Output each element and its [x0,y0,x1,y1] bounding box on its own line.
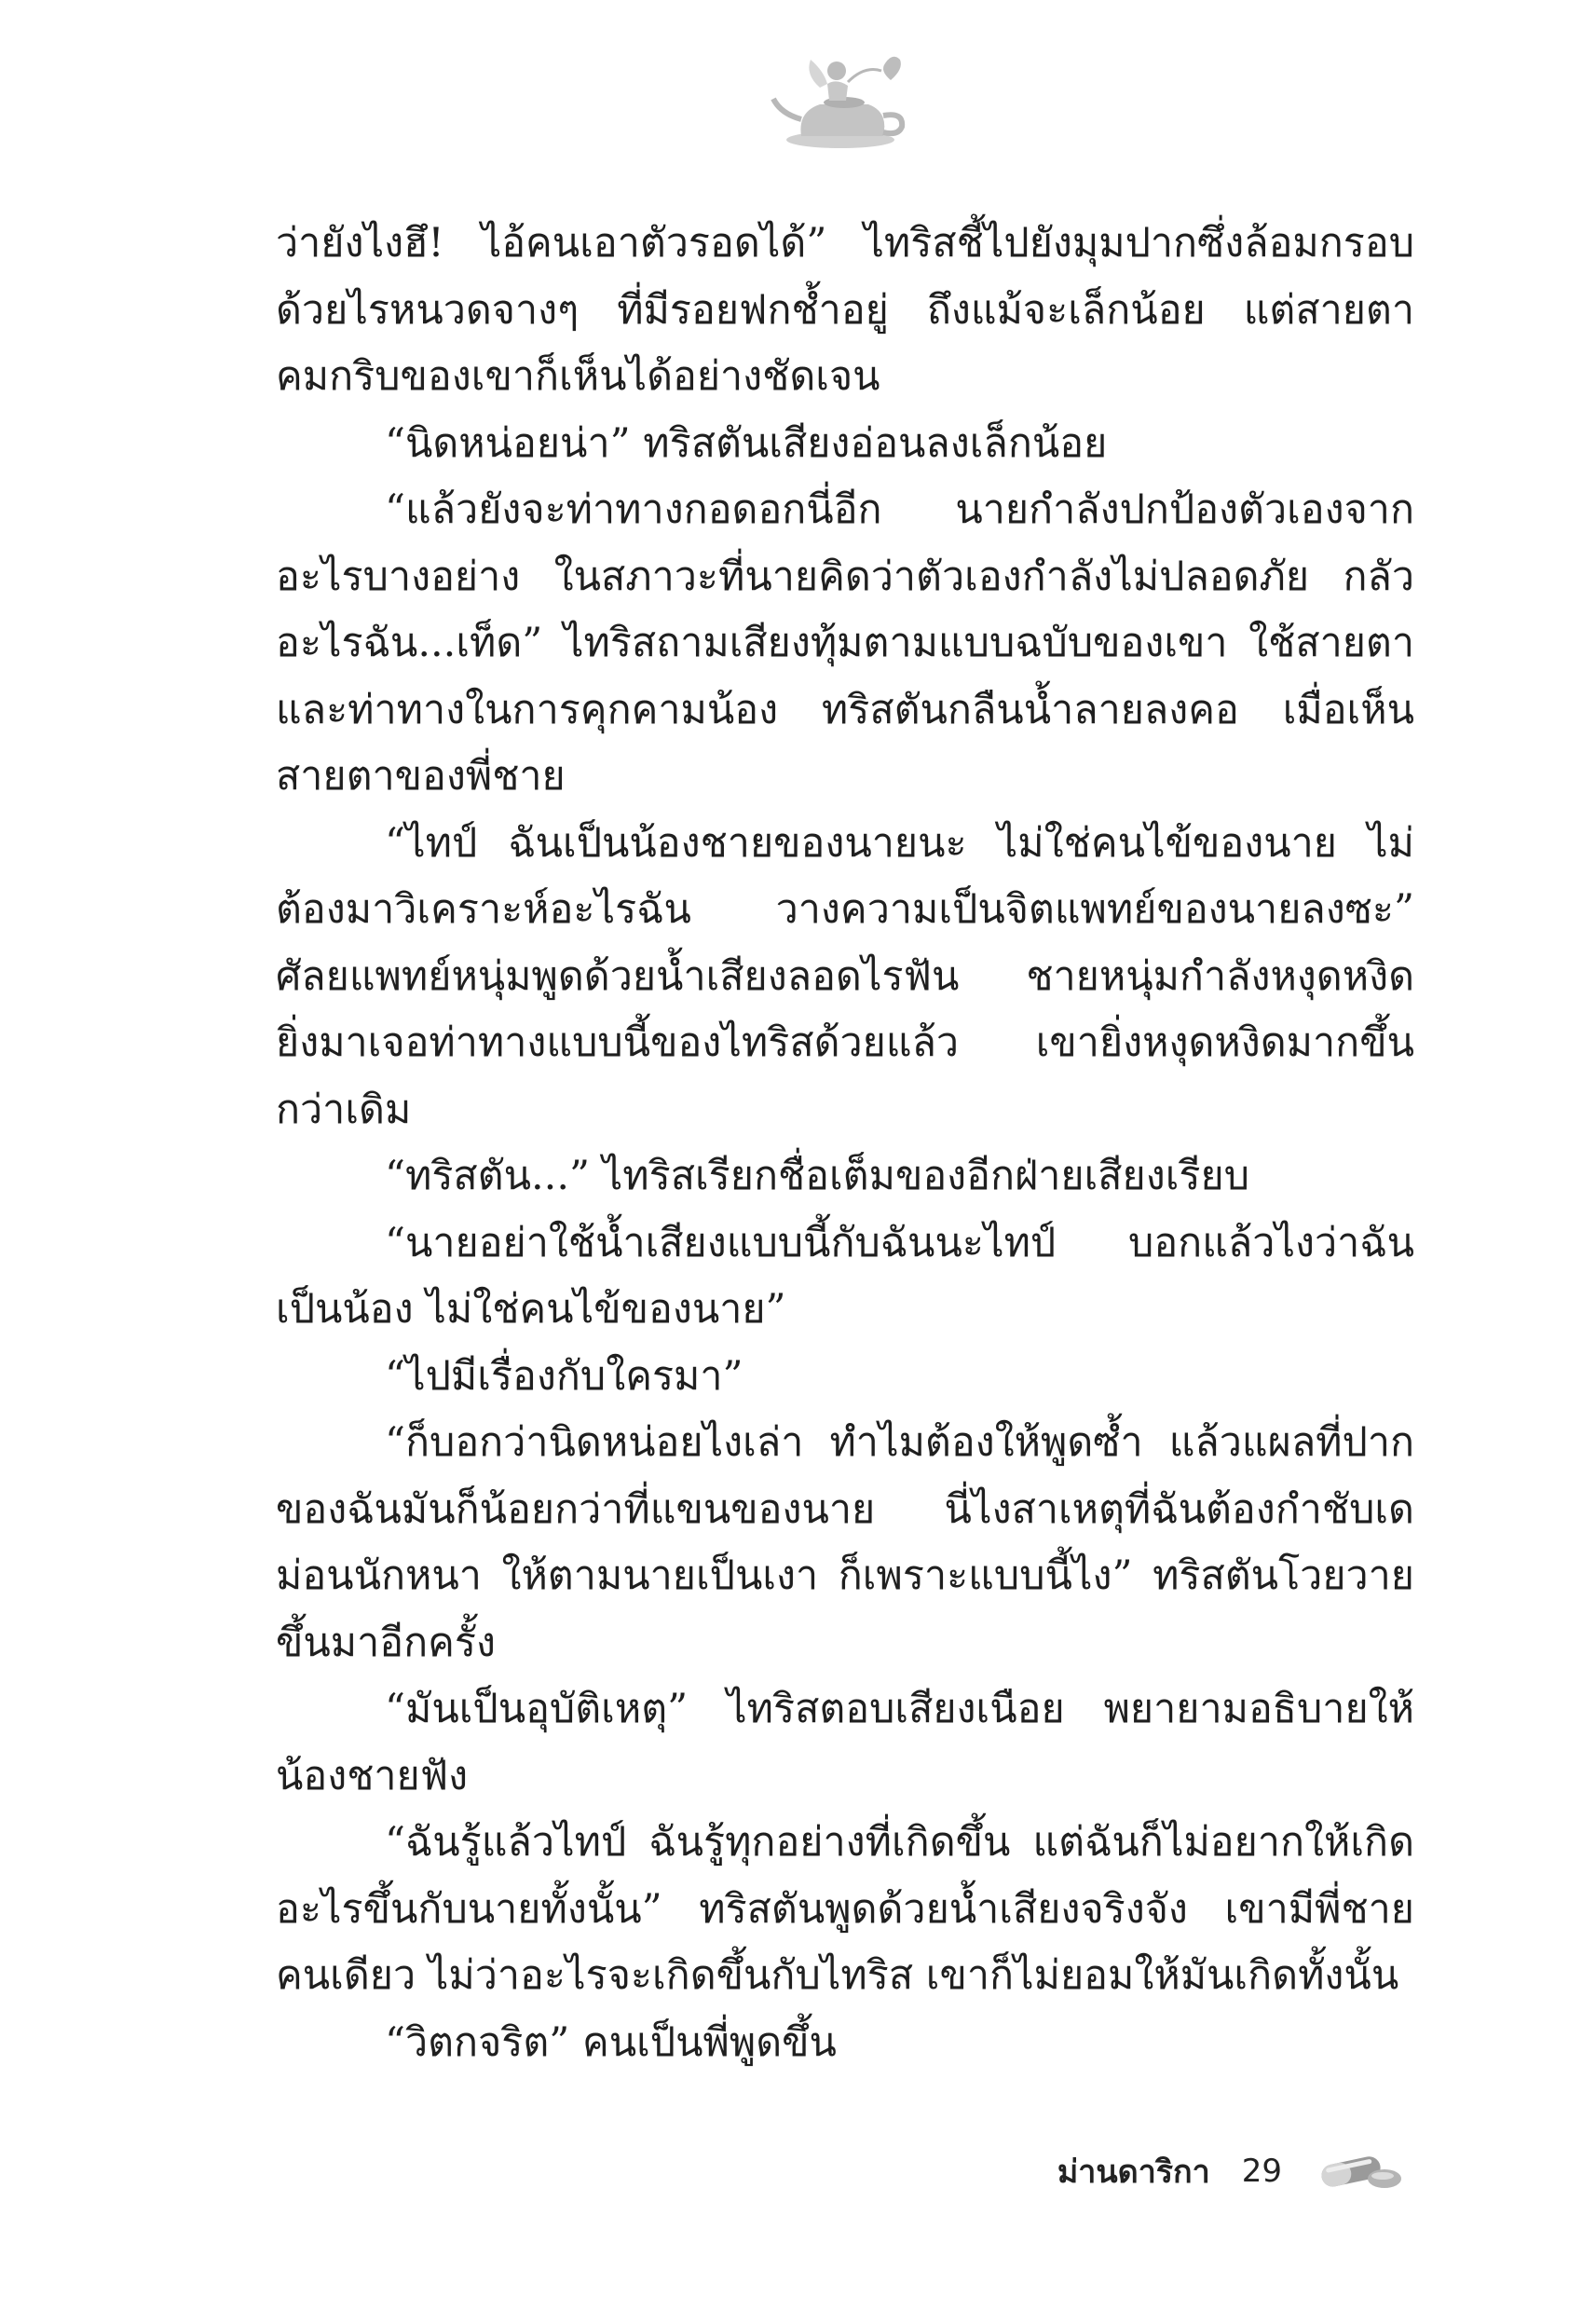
cupid-teapot-ornament-icon [764,47,922,158]
pills-icon [1316,2149,1405,2194]
paragraph-2: “นิดหน่อยน่า” ทริสตันเสียงอ่อนลงเล็กน้อย [385,419,1108,467]
paragraph-9: “มันเป็นอุบัติเหตุ” ไทริสตอบเสียงเนือย พยายามอธิบายให้น้องชายฟัง [276,1686,1414,1799]
book-title: ม่านดาริกา [1057,2154,1210,2191]
story-text [276,211,1414,2076]
paragraph-8: “ก็บอกว่านิดหน่อยไงเล่า ทำไมต้องให้พูดซ้ำ แล้วแผลที่ปากของฉันมันก็น้อยกว่าที่แขนของนาย นี่ไงสาเหตุที่ฉันต้องกำชับเดม่อนนักหนา ให้ตามนายเป็นเงา ก็เพราะแบบนี้ไง” ทริสตันโวยวายขึ้นมาอีกครั้ง [276,1419,1414,1666]
page-footer [1057,2143,1405,2199]
paragraph-1: ว่ายังไงฮึ! ไอ้คนเอาตัวรอดได้” ไทริสชี้ไปยังมุมปากซึ่งล้อมกรอบด้วยไรหนวดจางๆ ที่มีรอยฟกช้ำอยู่ ถึงแม้จะเล็กน้อย แต่สายตาคมกริบของเขาก็เห็นได้อย่างชัดเจน [276,220,1414,400]
paragraph-3: “แล้วยังจะท่าทางกอดอกนี่อีก นายกำลังปกป้องตัวเองจากอะไรบางอย่าง ในสภาวะที่นายคิดว่าตัวเองกำลังไม่ปลอดภัย กลัวอะไรฉัน...เท็ด” ไทริสถามเสียงทุ้มตามแบบฉบับของเขา ใช้สายตาและท่าทางในการคุกคามน้อง ทริสตันกลืนน้ำลายลงคอ เมื่อเห็นสายตาของพี่ชาย [276,486,1414,800]
paragraph-11: “วิตกจริต” คนเป็นพี่พูดขึ้น [385,2018,837,2066]
paragraph-5: “ทริสตัน...” ไทริสเรียกชื่อเต็มของอีกฝ่ายเสียงเรียบ [385,1153,1249,1199]
paragraph-7: “ไปมีเรื่องกับใครมา” [385,1352,743,1400]
paragraph-4: “ไทป์ ฉันเป็นน้องชายของนายนะ ไม่ใช่คนไข้ของนาย ไม่ต้องมาวิเคราะห์อะไรฉัน วางความเป็นจิตแพทย์ของนายลงซะ” ศัลยแพทย์หนุ่มพูดด้วยน้ำเสียงลอดไรฟัน ชายหนุ่มกำลังหงุดหงิด ยิ่งมาเจอท่าทางแบบนี้ของไทริสด้วยแล้ว เขายิ่งหงุดหงิดมากขึ้นกว่าเดิม [276,819,1414,1133]
page-number: 29 [1241,2153,1282,2190]
paragraph-10: “ฉันรู้แล้วไทป์ ฉันรู้ทุกอย่างที่เกิดขึ้น แต่ฉันก็ไม่อยากให้เกิดอะไรขึ้นกับนายทั้งนั้น” ทริสตันพูดด้วยน้ำเสียงจริงจัง เขามีพี่ชายคนเดียว ไม่ว่าอะไรจะเกิดขึ้นกับไทริส เขาก็ไม่ยอมให้มันเกิดทั้งนั้น [276,1819,1414,1999]
paragraph-6: “นายอย่าใช้น้ำเสียงแบบนี้กับฉันนะไทป์ บอกแล้วไงว่าฉันเป็นน้อง ไม่ใช่คนไข้ของนาย” [276,1219,1414,1333]
